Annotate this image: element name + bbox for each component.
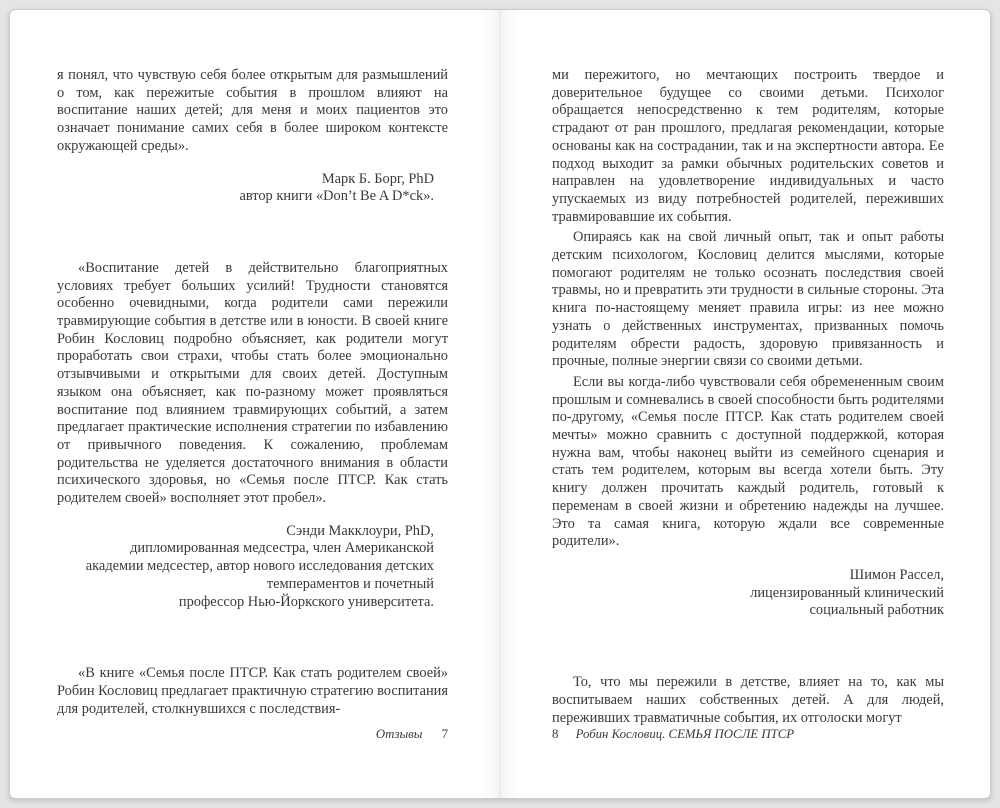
running-title: Робин Кословиц. СЕМЬЯ ПОСЛЕ ПТСР: [575, 727, 795, 741]
attribution-line: Сэнди Макклоури, PhD,: [286, 522, 434, 539]
attribution-line: лицензированный клинический: [750, 584, 944, 601]
reviewer-attribution-russel: [552, 567, 944, 620]
attribution-line: профессор Нью-Йоркского университета.: [178, 593, 434, 610]
review-paragraph-continuation: я понял, что чувствую себя более открытым для размышлений о том, как пережитые события в прошлом влияют на воспитание наших детей; для меня и моих пациентов это означает понимание самих себя в более широком контексте окружающей среды».: [57, 67, 448, 154]
reviewer-attribution-borg: [57, 171, 448, 206]
review-paragraph: Если вы когда-либо чувствовали себя обремененным своим прошлым и сомневались в своей способности быть родителями по-другому, «Семья после ПТСР. Как стать родителем своей мечты» можно сравнить с доступной поддержкой, которая нужна вам, чтобы наконец выйти из семейного сценария и стать тем родителем, которым вы всегда хотели быть. Эту книгу должен прочитать каждый родитель, готовый к переменам в своей жизни и обретению надежды на лучшее. Это та самая книга, которую ждали все современные родители».: [552, 373, 944, 550]
review-paragraph: «Воспитание детей в действительно благоприятных условиях требует больших усилий! Трудности становятся особенно очевидными, когда родители сами пережили травмирующие события в детстве или в юности. В своей книге Робин Кословиц подробно объясняет, как родители могут проработать свои страхи, чтобы стать более эмоционально отзывчивыми и открытыми для своих детей. Доступным языком она объясняет, как по-разному может проявляться воспитание под влиянием травмирующих событий, а затем предлагает практические исполнения стратегии по избавлению от привычного поведения. К сожалению, проблемам родительства не уделяется достаточного внимания в области психического здоровья, но «Семья после ПТСР. Как стать родителем своей» восполняет этот пробел».: [57, 259, 448, 507]
attribution-line: Марк Б. Борг, PhD: [321, 170, 434, 187]
attribution-line: социальный работник: [809, 602, 944, 619]
attribution-line: дипломированная медсестра, член Американской: [130, 540, 434, 557]
section-title: Отзывы: [375, 727, 423, 741]
body-paragraph: То, что мы пережили в детстве, влияет на то, как мы воспитываем наших собственных детей. А для людей, переживших травматичные события, их отголоски могут: [552, 674, 944, 726]
review-paragraph: Опираясь как на свой личный опыт, так и опыт работы детским психологом, Кословиц делится мыслями, которые помогают родителям не только осознать последствия своей травмы, но и превратить эти трудности в сильные стороны. Эта книга по-настоящему меняет правила игры: из нее можно узнать о действенных инструментах, призванных помочь родителям обрести радость, здоровую привязанность и прочные, полные энергии связи со своими детьми.: [552, 229, 944, 370]
page-number: 8: [552, 727, 559, 741]
reviewer-attribution-mcclowry: [57, 523, 448, 612]
page-footer-left: [57, 726, 448, 742]
page-number: 7: [441, 727, 448, 741]
attribution-line: темпераментов и почетный: [266, 575, 434, 592]
page-footer-right: [552, 726, 944, 742]
review-paragraph-continuation: ми пережитого, но мечтающих построить твердое и доверительное будущее со своими детьми. Психолог обращается непосредственно к тем родителям, которые страдают от ран прошлого, предлагая рекомендации, которые основаны как на сострадании, так и на экспертности автора. Ее подход выходит за рамки обычных родительских советов и направлен на удовлетворение индивидуальных и часто упускаемых из виду потребностей родителей, переживших травмировавшие их события.: [552, 67, 944, 225]
attribution-line: Шимон Рассел,: [849, 566, 944, 583]
page-right: [500, 10, 990, 798]
attribution-line: автор книги «Don’t Be A D*ck».: [239, 188, 434, 205]
page-left: [10, 10, 500, 798]
book-spread: [9, 9, 991, 799]
attribution-line: академии медсестер, автор нового исследования детских: [85, 558, 434, 575]
review-paragraph: «В книге «Семья после ПТСР. Как стать родителем своей» Робин Кословиц предлагает практичную стратегию воспитания для родителей, столкнувшихся с последствия-: [57, 665, 448, 717]
